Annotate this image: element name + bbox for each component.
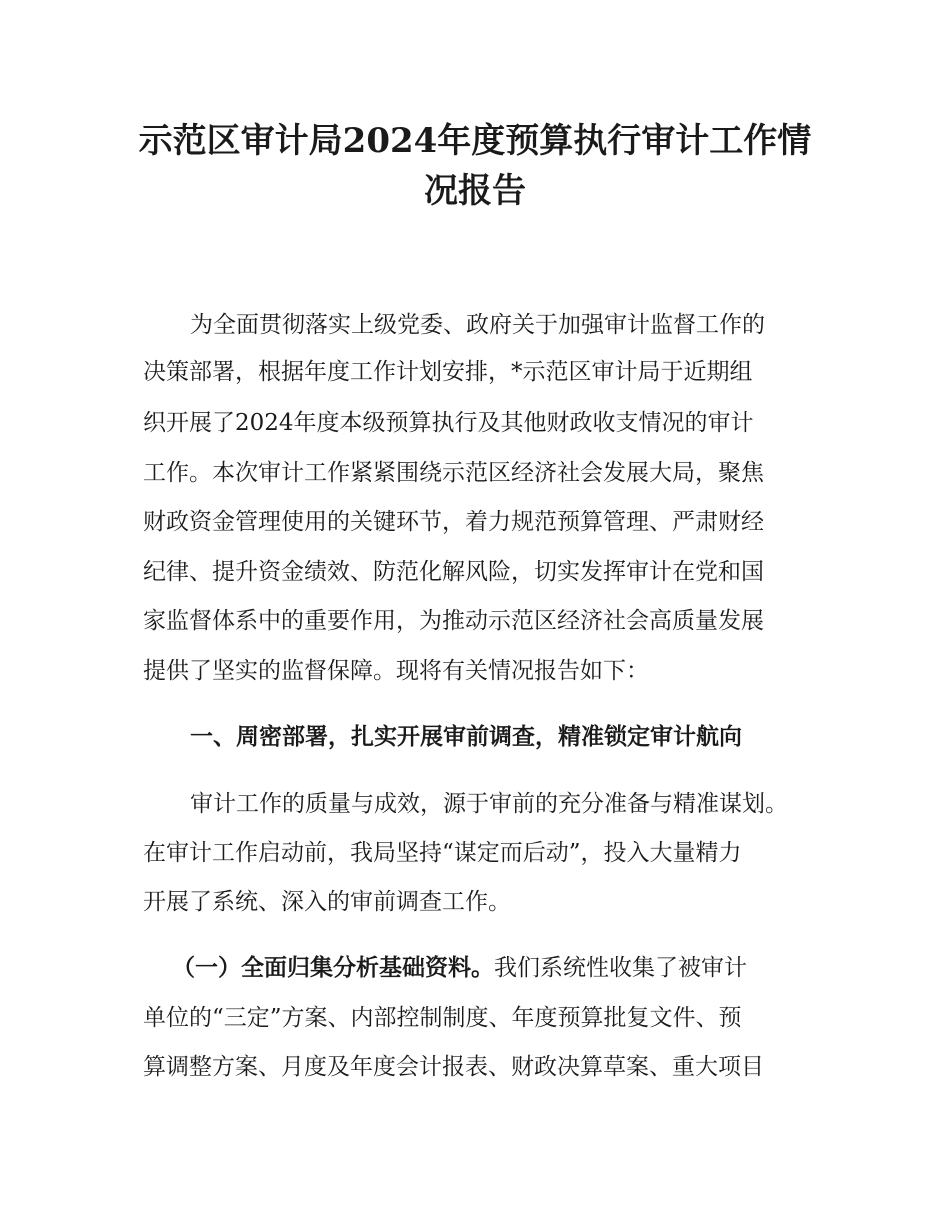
intro-line-2: 决策部署，根据年度工作计划安排，*示范区审计局于近期组: [143, 359, 753, 385]
intro-line-7: 家监督体系中的重要作用，为推动示范区经济社会高质量发展: [143, 608, 764, 634]
intro-line-3: 织开展了2024年度本级预算执行及其他财政收支情况的审计: [143, 410, 754, 436]
sub1-line-1-text: 我们系统性收集了被审计: [494, 955, 747, 981]
intro-line-5: 财政资金管理使用的关键环节，着力规范预算管理、严肃财经: [143, 509, 764, 535]
intro-line-8: 提供了坚实的监督保障。现将有关情况报告如下：: [143, 658, 649, 684]
sub1-line-3: 算调整方案、月度及年度会计报表、财政决算草案、重大项目: [143, 1054, 764, 1080]
title-line-1: 示范区审计局2024年度预算执行审计工作情: [138, 121, 812, 161]
title-line-2: 况报告: [424, 171, 526, 211]
sub1-line-1: [172, 953, 747, 983]
sub1-heading: （一）全面归集分析基础资料。: [172, 955, 494, 981]
section1-line-3: 开展了系统、深入的审前调查工作。: [143, 889, 511, 915]
section1-line-1: 审计工作的质量与成效，源于审前的充分准备与精准谋划。: [190, 791, 788, 817]
intro-line-6: 纪律、提升资金绩效、防范化解风险，切实发挥审计在党和国: [143, 559, 764, 585]
section-heading-1: 一、周密部署，扎实开展审前调查，精准锁定审计航向: [190, 724, 742, 750]
intro-line-1: 为全面贯彻落实上级党委、政府关于加强审计监督工作的: [190, 312, 765, 338]
intro-line-4: 工作。本次审计工作紧紧围绕示范区经济社会发展大局，聚焦: [143, 460, 764, 486]
section1-line-2: 在审计工作启动前，我局坚持“谋定而后动”，投入大量精力: [143, 840, 742, 866]
sub1-line-2: 单位的“三定”方案、内部控制制度、年度预算批复文件、预: [143, 1005, 742, 1031]
document-title: [120, 116, 830, 216]
